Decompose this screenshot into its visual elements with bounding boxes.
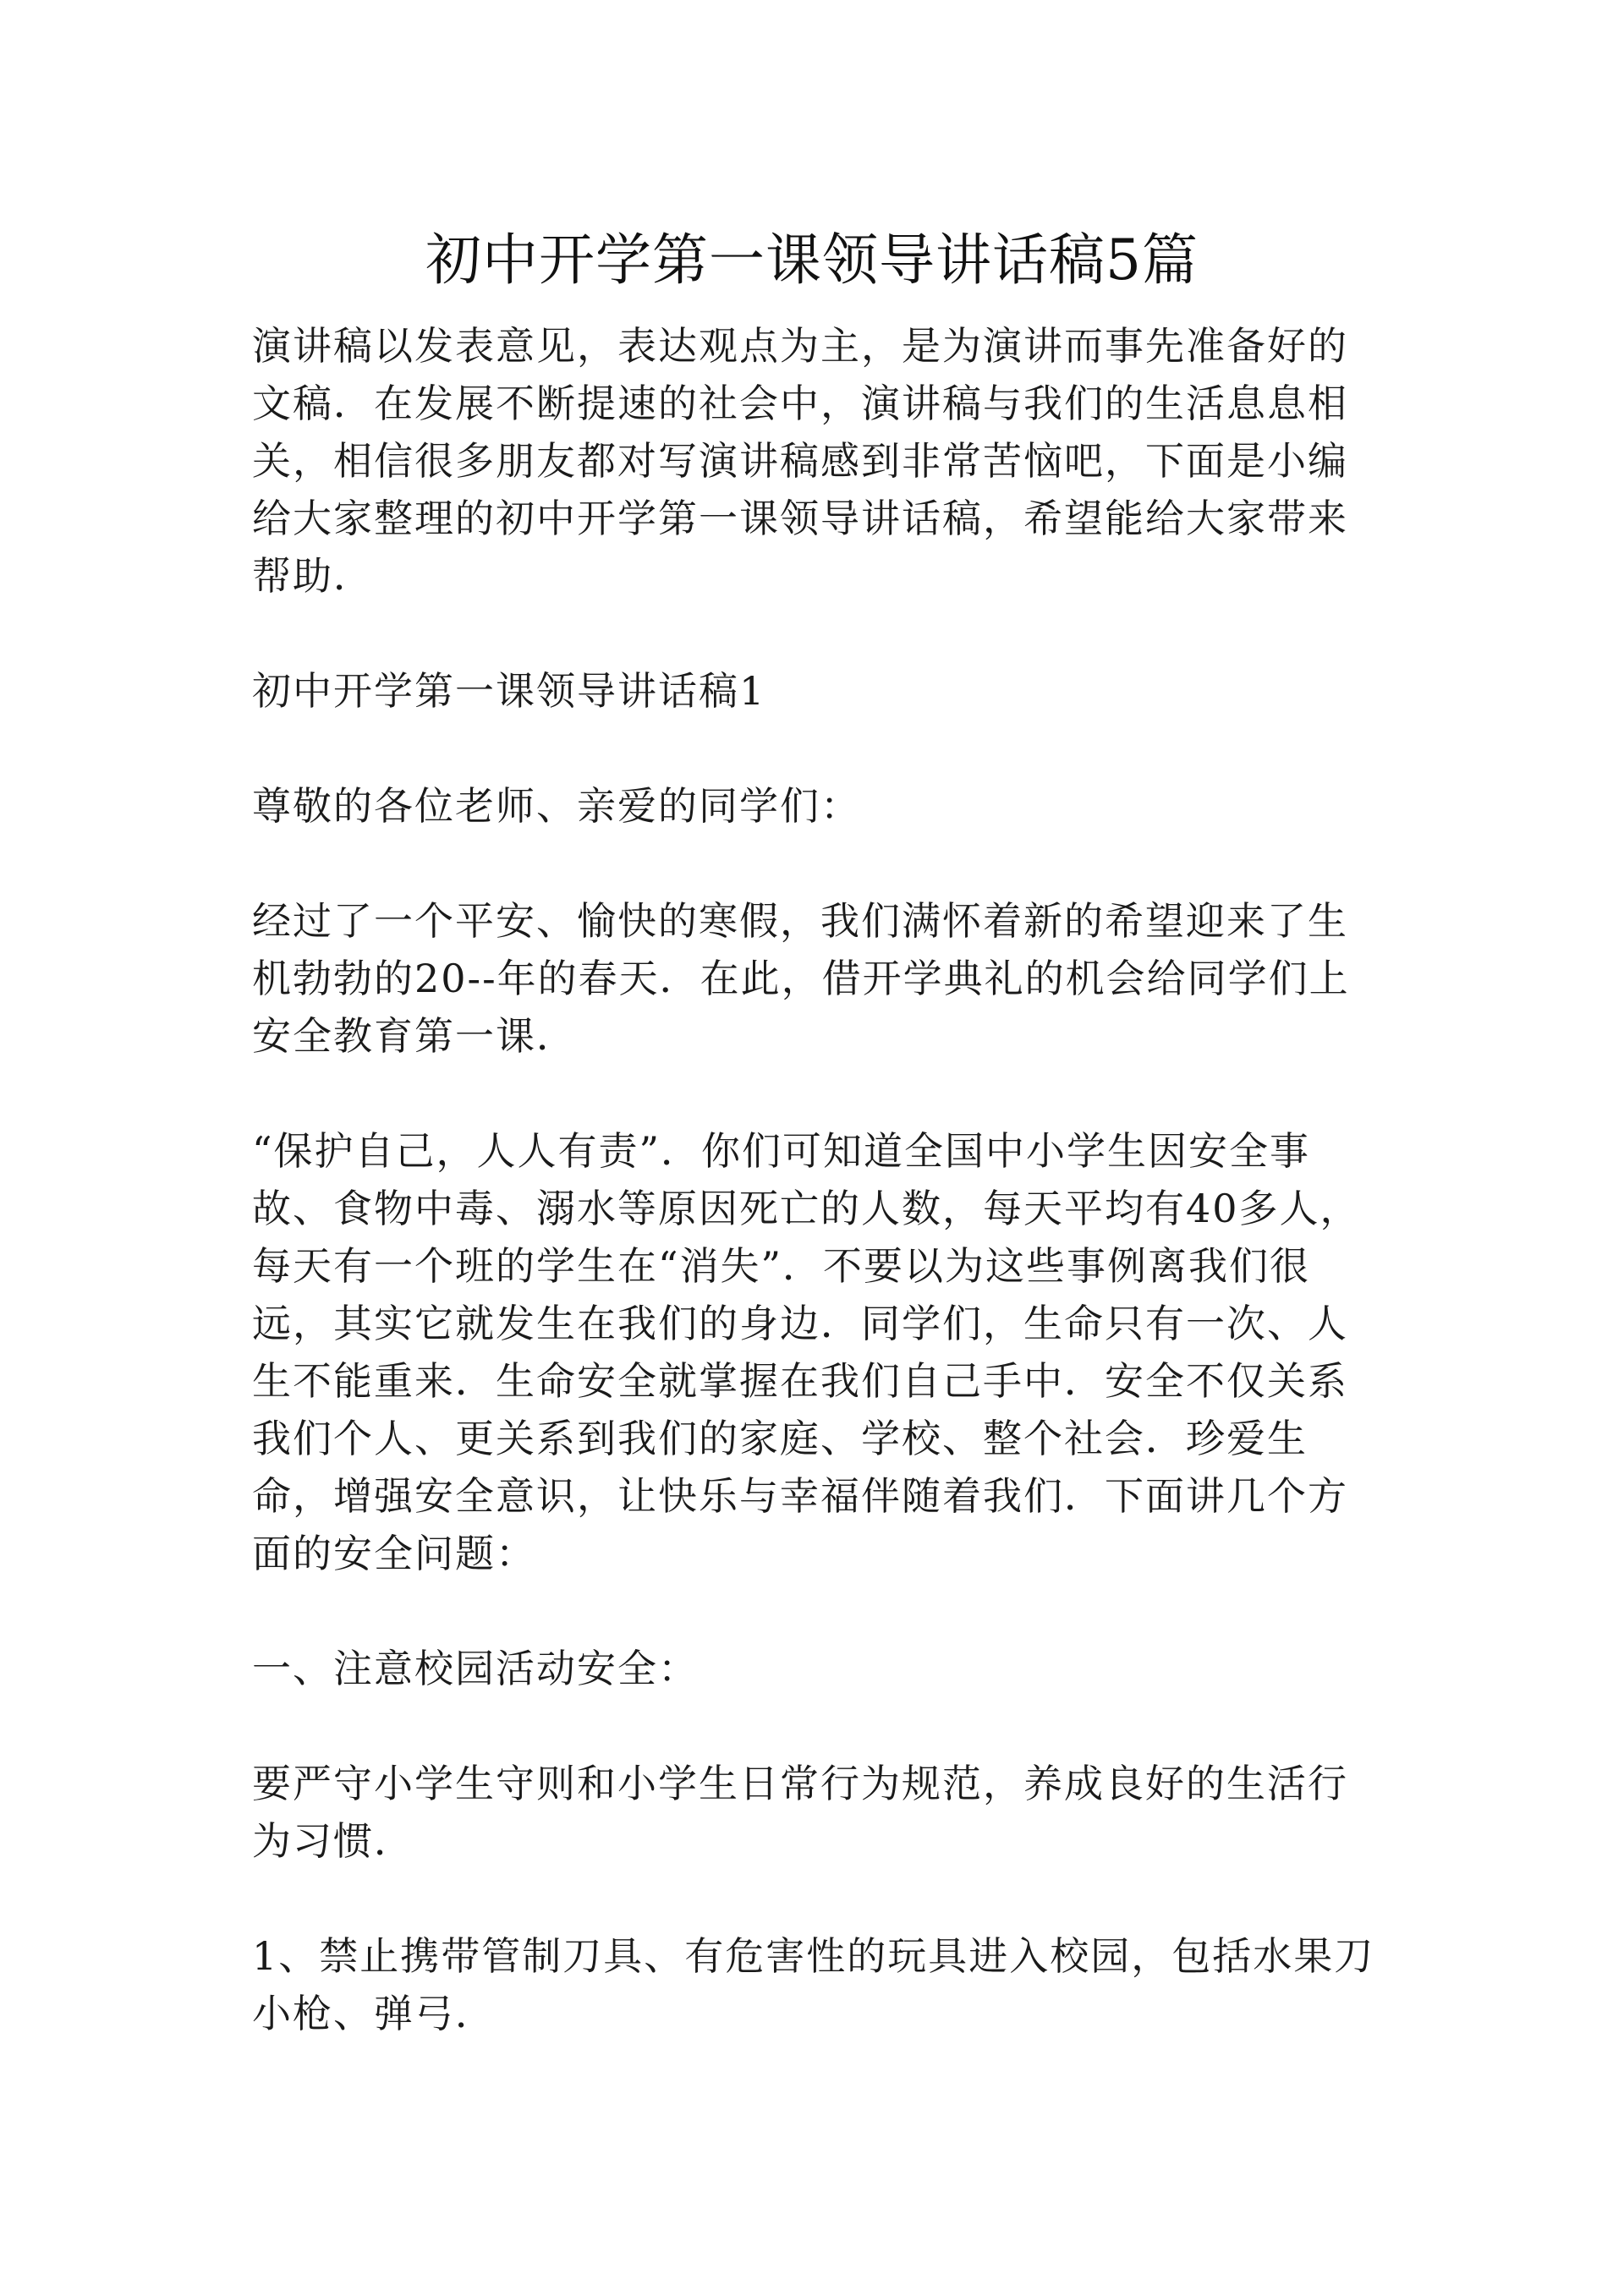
salutation-paragraph: 尊敬的各位老师、亲爱的同学们：: [252, 783, 861, 829]
list-item: 1、禁止携带管制刀具、有危害性的玩具进入校园，包括水果刀小枪、弹弓．: [252, 1933, 1375, 2036]
intro-paragraph: 演讲稿以发表意见，表达观点为主，是为演讲而事先准备好的文稿．在发展不断提速的社会中，演讲稿与我们的生活息息相关，相信很多朋友都对写演讲稿感到非常苦恼吧，下面是小编给大家整理的初中开学第一课领导讲话稿，希望能给大家带来帮助．: [252, 323, 1348, 599]
body-paragraph: “保护自己，人人有责”．你们可知道全国中小学生因安全事故、食物中毒、溺水等原因死亡的人数，每天平均有40多人，每天有一个班的学生在“消失”．不要以为这些事例离我们很远，其实它就发生在我们的身边．同学们，生命只有一次、人生不能重来．生命安全就掌握在我们自己手中．安全不仅关系我们个人、更关系到我们的家庭、学校、整个社会．珍爱生命，增强安全意识，让快乐与幸福伴随着我们．下面讲几个方面的安全问题：: [252, 1128, 1361, 1576]
body-paragraph: 经过了一个平安、愉快的寒假，我们满怀着新的希望迎来了生机勃勃的20--年的春天．在此，借开学典礼的机会给同学们上安全教育第一课．: [252, 898, 1350, 1059]
document-body: [252, 317, 1382, 2100]
document-title: 初中开学第一课领导讲话稿5篇: [425, 227, 1199, 293]
section-heading-speech-1: 初中开学第一课领导讲话稿1: [252, 668, 766, 714]
subsection-heading: 一、注意校园活动安全：: [252, 1646, 699, 1691]
body-paragraph: 要严守小学生守则和小学生日常行为规范，养成良好的生活行为习惯．: [252, 1761, 1348, 1864]
